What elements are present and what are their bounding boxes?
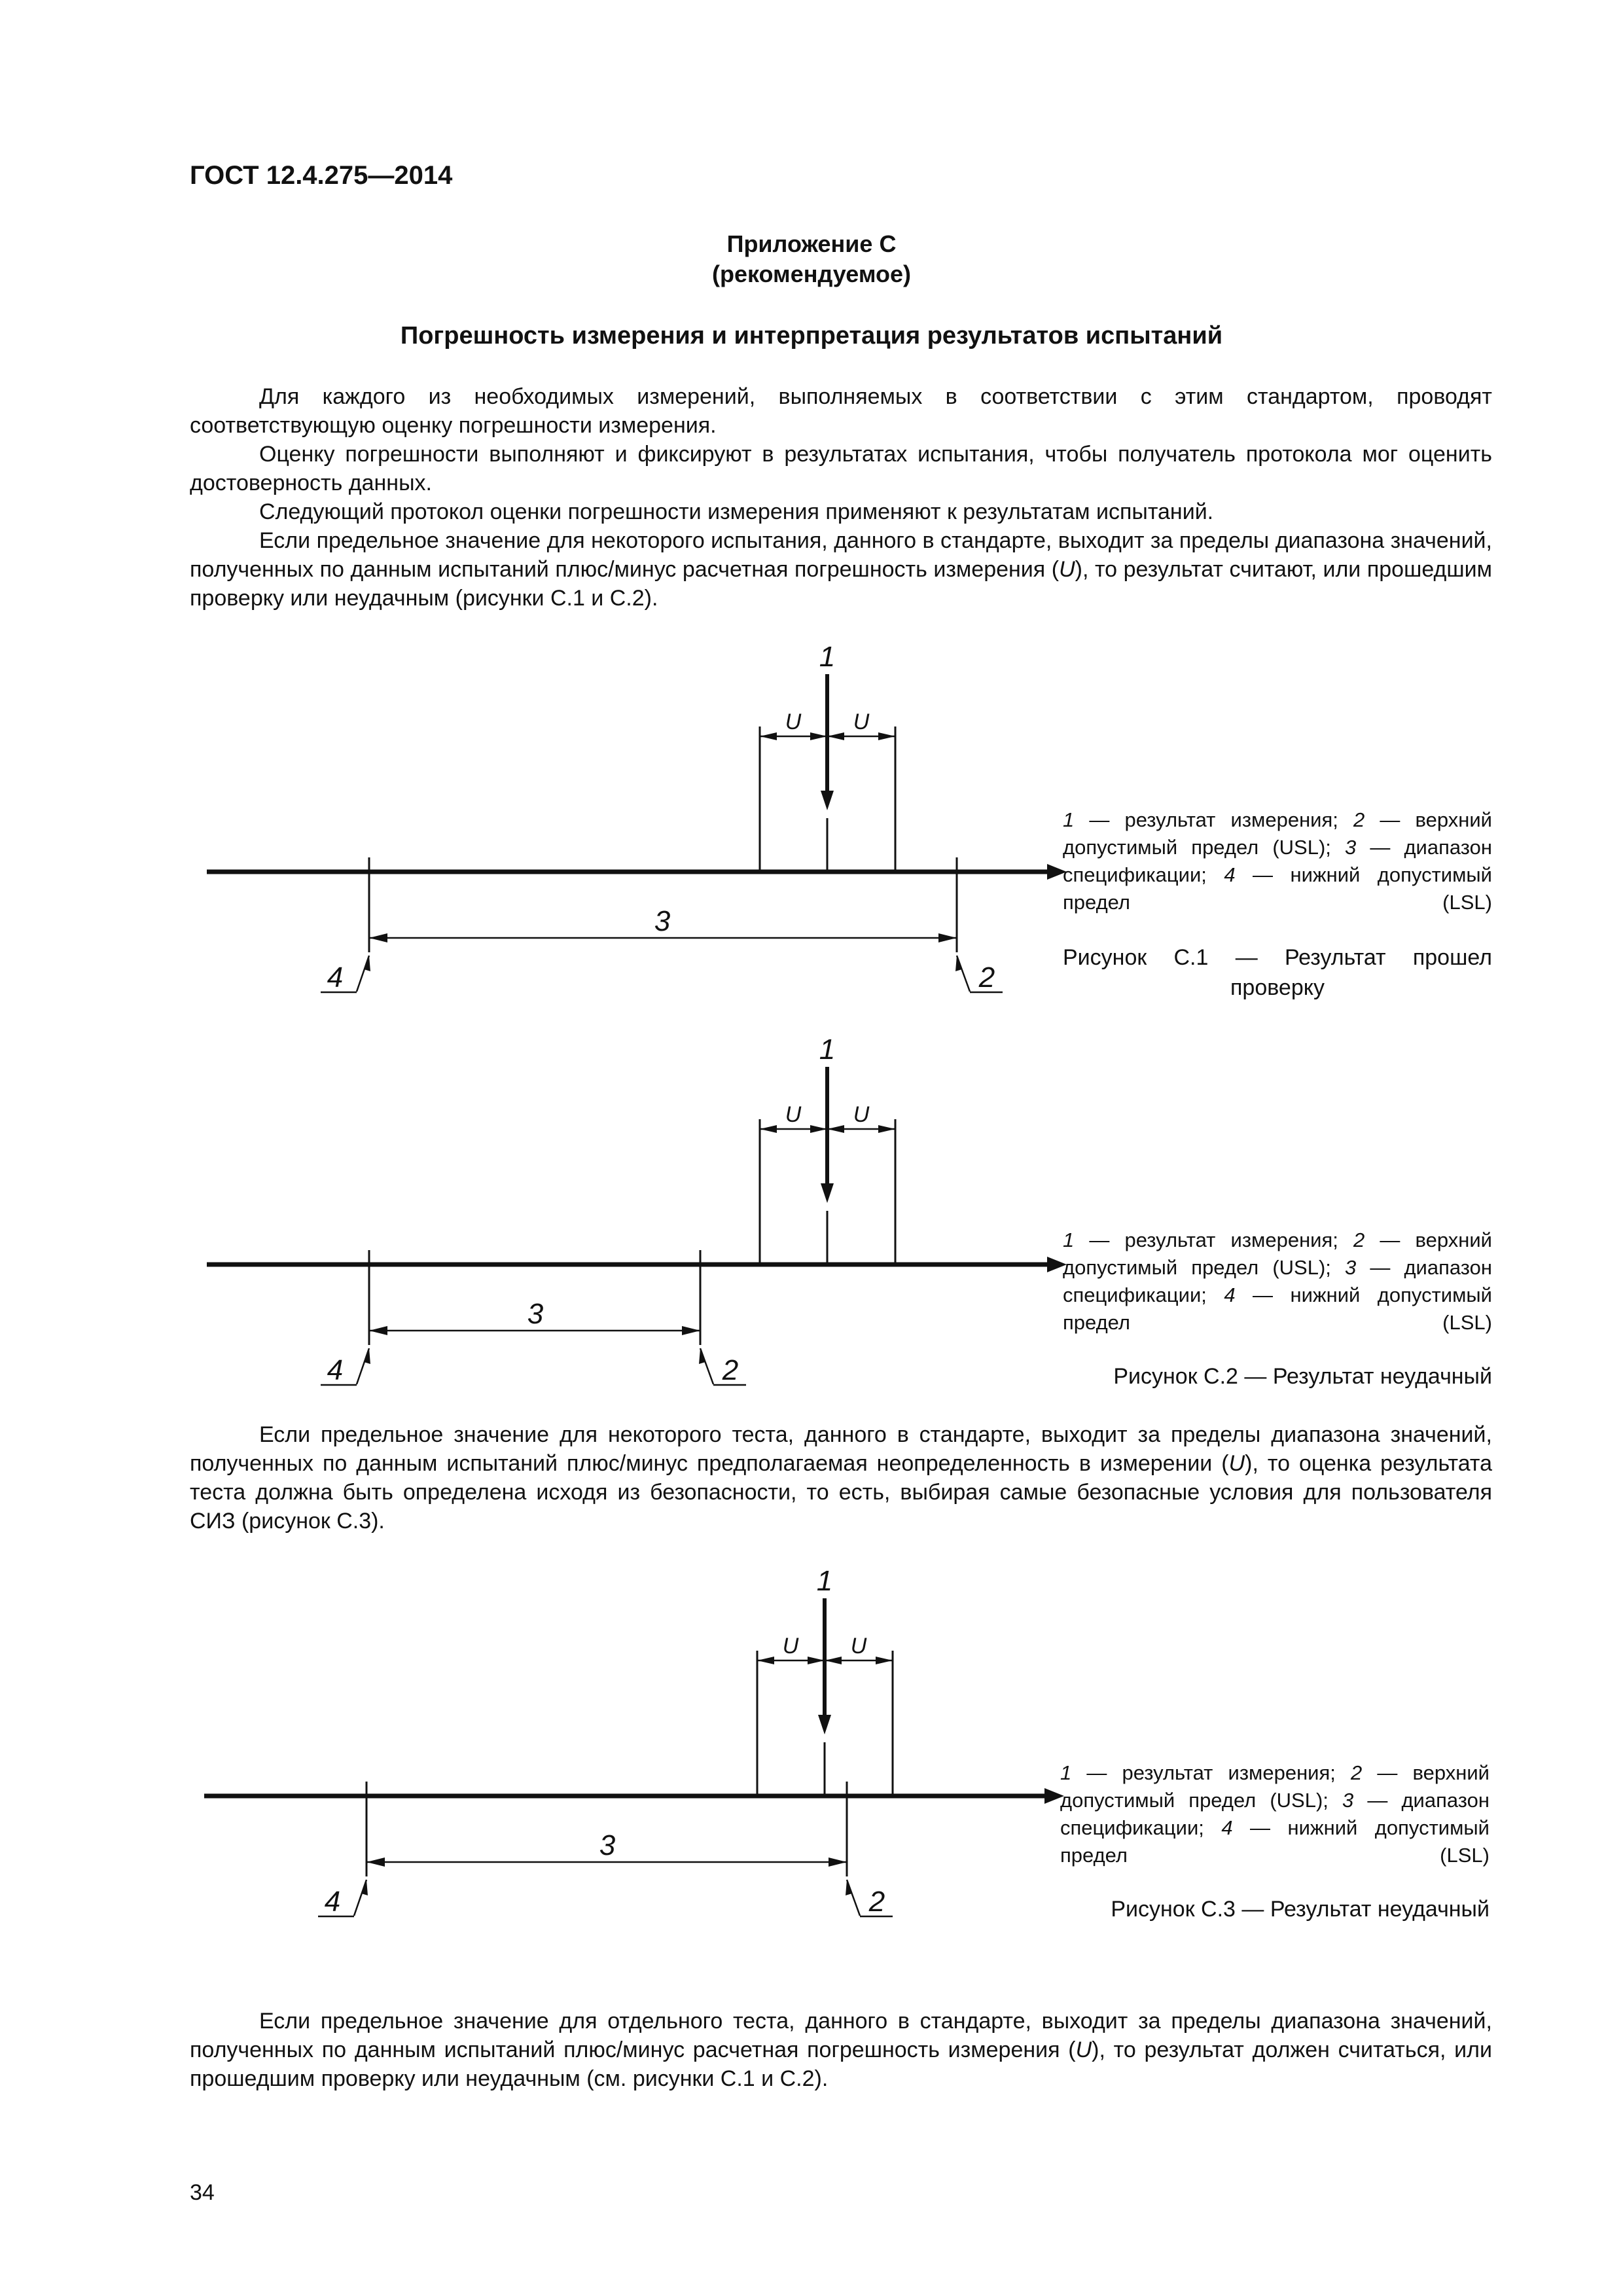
middle-text	[190, 1420, 1492, 1535]
closing-paragraph	[190, 2007, 1492, 2093]
closing-text-start: Если предельное значение для отдельного теста, данного в стандарте, выходит за пределы диапазона значений, полученных по данным испытаний плюс/минус расчетная погрешность измерения (	[190, 2009, 1492, 2062]
intro-paragraph-3: Следующий протокол оценки погрешности измерения применяют к результатам испытаний.	[259, 499, 1214, 524]
figure-c2-legend: 1 — результат измерения; 2 — верхний допустимый предел (USL); 3 — диапазон спецификации; 4 — нижний допустимый предел (LSL)	[1063, 1229, 1492, 1334]
label-u-upper: U	[850, 1634, 867, 1659]
label-usl: 2	[722, 1354, 739, 1386]
label-usl: 2	[868, 1886, 885, 1918]
figure-c3-diagram	[194, 1552, 1064, 1945]
label-u-lower: U	[785, 709, 802, 734]
appendix-status: (рекомендуемое)	[712, 260, 911, 287]
label-u-lower: U	[785, 1102, 802, 1127]
closing-text	[190, 2007, 1492, 2093]
middle-paragraph	[190, 1420, 1492, 1535]
figure-c3-caption: Рисунок С.3 — Результат неудачный	[1111, 1897, 1489, 1922]
figure-c2-diagram	[196, 1021, 1067, 1414]
figure-c1-caption: Рисунок С.1 — Результат прошел проверку	[1063, 945, 1492, 1000]
label-usl: 2	[978, 961, 995, 994]
figure-c2-caption: Рисунок С.2 — Результат неудачный	[1113, 1364, 1492, 1389]
closing-text-end: ), то результат должен считаться, или прошедшим проверку или неудачным (см. рисунки С.1 и С.2).	[190, 2037, 1492, 2091]
u-symbol: U	[1228, 1451, 1245, 1476]
intro-p4-text-end: ), то результат считают, или прошедшим проверку или неудачным (рисунки С.1 и С.2).	[190, 557, 1492, 611]
middle-text-end: ), то оценка результата теста должна быть определена исходя из безопасности, то есть, выбирая самые безопасные условия для пользователя СИЗ (рисунок С.3).	[190, 1451, 1493, 1534]
page-number: 34	[190, 2180, 215, 2205]
figure-c1-legend: 1 — результат измерения; 2 — верхний допустимый предел (USL); 3 — диапазон спецификации; 4 — нижний допустимый предел (LSL)	[1063, 808, 1492, 914]
label-result: 1	[819, 1033, 836, 1066]
label-lsl: 4	[327, 1354, 344, 1386]
label-u-upper: U	[853, 709, 870, 734]
label-range: 3	[527, 1298, 544, 1330]
label-lsl: 4	[324, 1886, 341, 1918]
figure-c1-diagram	[196, 628, 1067, 1021]
label-result: 1	[816, 1565, 833, 1597]
middle-text-start: Если предельное значение для некоторого теста, данного в стандарте, выходит за пределы диапазона значений, полученных по данным испытаний плюс/минус предполагаемая неопределенность в измерении (	[190, 1422, 1492, 1476]
intro-text	[190, 382, 1492, 613]
u-symbol: U	[1075, 2037, 1092, 2062]
u-symbol: U	[1059, 557, 1075, 582]
figure-c3-legend: 1 — результат измерения; 2 — верхний допустимый предел (USL); 3 — диапазон спецификации; 4 — нижний допустимый предел (LSL)	[1060, 1761, 1489, 1867]
label-u-lower: U	[782, 1634, 799, 1659]
label-lsl: 4	[327, 961, 344, 994]
label-range: 3	[654, 905, 671, 937]
appendix-title: Приложение С	[726, 230, 897, 257]
section-title: Погрешность измерения и интерпретация результатов испытаний	[400, 322, 1223, 350]
label-result: 1	[819, 641, 836, 673]
label-range: 3	[599, 1829, 616, 1861]
intro-paragraph-1: Для каждого из необходимых измерений, выполняемых в соответствии с этим стандартом, проводят соответствующую оценку погрешности измерения.	[190, 384, 1492, 438]
label-u-upper: U	[853, 1102, 870, 1127]
intro-paragraph-4	[190, 526, 1492, 613]
standard-header: ГОСТ 12.4.275—2014	[190, 161, 453, 190]
intro-p4-text: Если предельное значение для некоторого испытания, данного в стандарте, выходит за пределы диапазона значений, полученных по данным испытаний плюс/минус расчетная погрешность измерения (	[190, 528, 1492, 582]
intro-paragraph-2: Оценку погрешности выполняют и фиксируют в результатах испытания, чтобы получатель протокола мог оценить достоверность данных.	[190, 442, 1492, 495]
